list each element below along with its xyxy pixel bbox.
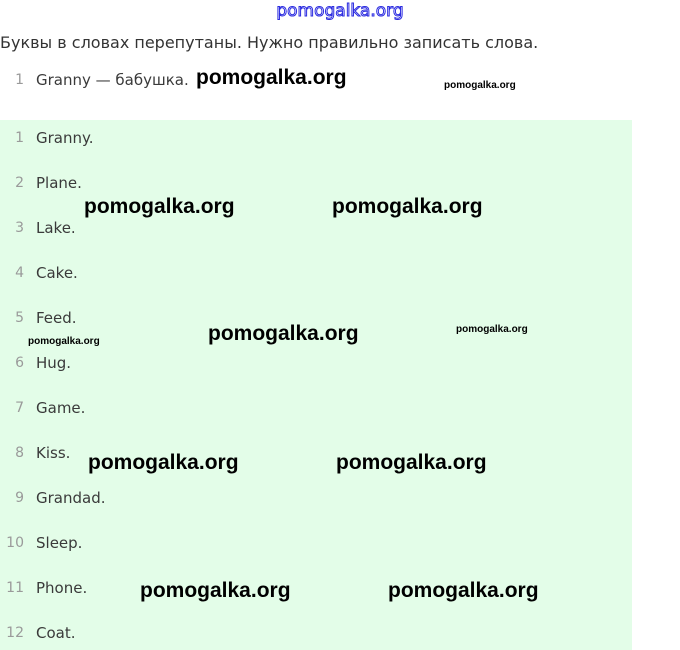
- answer-number: 8: [15, 445, 24, 461]
- answer-row: [0, 396, 85, 420]
- answer-word: Plane.: [36, 174, 82, 192]
- answer-number: 10: [6, 535, 24, 551]
- answer-word: Kiss.: [36, 444, 71, 462]
- answer-row: [0, 351, 71, 375]
- answer-number: 9: [15, 490, 24, 506]
- answer-word: Phone.: [36, 579, 88, 597]
- answer-number: 2: [15, 175, 24, 191]
- answer-number: 11: [6, 580, 24, 596]
- answer-row: [0, 531, 82, 555]
- watermark: pomogalka.org: [444, 80, 516, 91]
- site-logo[interactable]: pomogalka.org: [276, 1, 404, 21]
- watermark: pomogalka.org: [84, 195, 235, 218]
- answer-row: [0, 441, 70, 465]
- watermark: pomogalka.org: [336, 451, 487, 474]
- answer-word: Granny.: [36, 129, 94, 147]
- answer-row: [0, 621, 76, 645]
- answer-number: 4: [15, 265, 24, 281]
- answer-word: Feed.: [36, 309, 77, 327]
- answer-number: 3: [15, 220, 24, 236]
- answer-word: Hug.: [36, 354, 72, 372]
- watermark: pomogalka.org: [140, 579, 291, 602]
- watermark: pomogalka.org: [196, 66, 347, 89]
- answer-row: [0, 216, 76, 240]
- example-number: 1: [15, 72, 24, 88]
- answer-word: Game.: [36, 399, 86, 417]
- answer-word: Cake.: [36, 264, 78, 282]
- example-text: Granny — бабушка.: [36, 71, 189, 89]
- watermark: pomogalka.org: [88, 451, 239, 474]
- answer-word: Grandad.: [36, 489, 106, 507]
- answer-row: [0, 261, 78, 285]
- answer-word: Coat.: [36, 624, 76, 642]
- answer-row: [0, 126, 94, 150]
- example-row: [0, 68, 189, 92]
- answer-row: [0, 576, 87, 600]
- task-instruction: Буквы в словах перепутаны. Нужно правильно записать слова.: [0, 33, 539, 52]
- answer-number: 6: [15, 355, 24, 371]
- answer-number: 7: [15, 400, 24, 416]
- answer-row: [0, 306, 77, 330]
- answer-number: 5: [15, 310, 24, 326]
- answer-row: [0, 171, 82, 195]
- watermark: pomogalka.org: [388, 579, 539, 602]
- watermark: pomogalka.org: [332, 195, 483, 218]
- answer-number: 1: [15, 130, 24, 146]
- watermark: pomogalka.org: [456, 324, 528, 335]
- answer-word: Sleep.: [36, 534, 83, 552]
- answer-row: [0, 486, 106, 510]
- watermark: pomogalka.org: [208, 322, 359, 345]
- watermark: pomogalka.org: [28, 336, 100, 347]
- answer-word: Lake.: [36, 219, 76, 237]
- answer-number: 12: [6, 625, 24, 641]
